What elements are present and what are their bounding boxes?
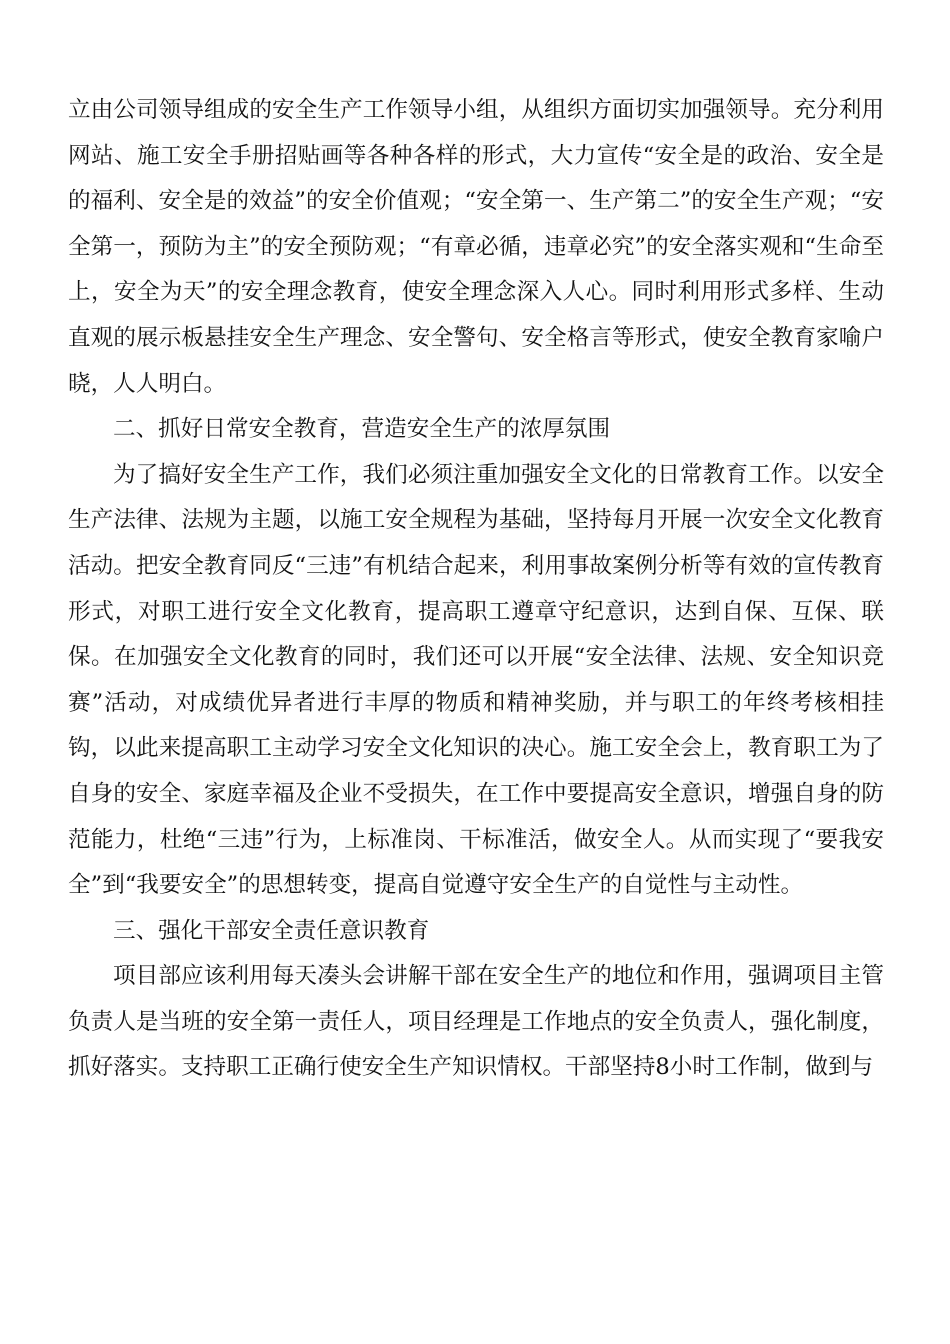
- section-heading: 三、强化干部安全责任意识教育: [113, 917, 430, 944]
- section-heading: 二、抓好日常安全教育，营造安全生产的浓厚氛围: [113, 416, 611, 443]
- body-paragraph: 项目部应该利用每天凑头会讲解干部在安全生产的地位和作用，强调项目主管负责人是当班的安全第一责任人，项目经理是工作地点的安全负责人，强化制度，抓好落实。支持职工正确行使安全生产知识情权。干部坚持8小时工作制，做到与: [68, 963, 884, 1081]
- document-body: [68, 88, 884, 1091]
- body-paragraph: 为了搞好安全生产工作，我们必须注重加强安全文化的日常教育工作。以安全生产法律、法规为主题，以施工安全规程为基础，坚持每月开展一次安全文化教育活动。把安全教育同反“三违”有机结合起来，利用事故案例分析等有效的宣传教育形式，对职工进行安全文化教育，提高职工遵章守纪意识，达到自保、互保、联保。在加强安全文化教育的同时，我们还可以开展“安全法律、法规、安全知识竞赛”活动，对成绩优异者进行丰厚的物质和精神奖励，并与职工的年终考核相挂钩，以此来提高职工主动学习安全文化知识的决心。施工安全会上，教育职工为了自身的安全、家庭幸福及企业不受损失，在工作中要提高安全意识，增强自身的防范能力，杜绝“三违”行为，上标准岗、干标准活，做安全人。从而实现了“要我安全”到“我要安全”的思想转变，提高自觉遵守安全生产的自觉性与主动性。: [68, 461, 884, 899]
- body-paragraph: 立由公司领导组成的安全生产工作领导小组，从组织方面切实加强领导。充分利用网站、施工安全手册招贴画等各种各样的形式，大力宣传“安全是的政治、安全是的福利、安全是的效益”的安全价值观；“安全第一、生产第二”的安全生产观；“安全第一，预防为主”的安全预防观；“有章必循，违章必究”的安全落实观和“生命至上，安全为天”的安全理念教育，使安全理念深入人心。同时利用形式多样、生动直观的展示板悬挂安全生产理念、安全警句、安全格言等形式，使安全教育家喻户晓，人人明白。: [68, 97, 884, 397]
